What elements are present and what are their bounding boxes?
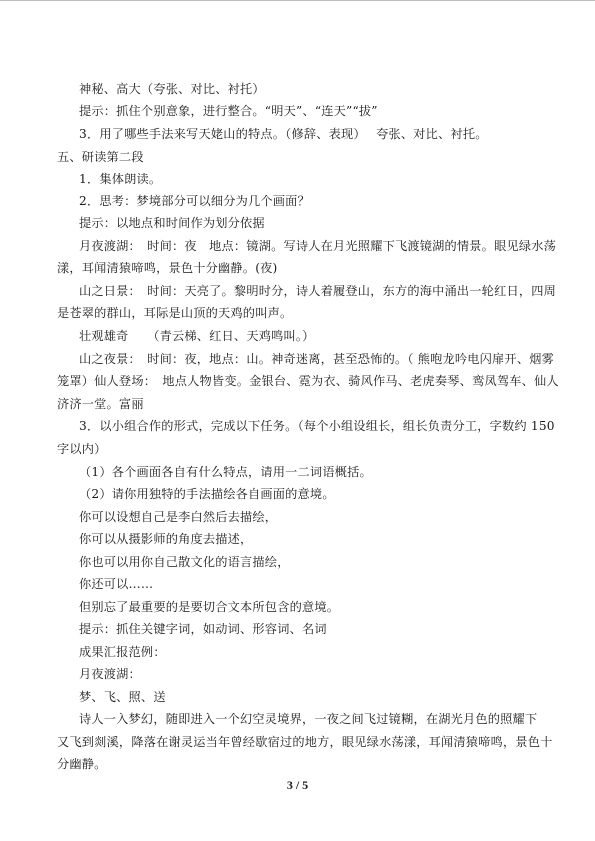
text-line: 山之日景： 时间：天亮了。黎明时分，诗人着履登山，东方的海中涌出一轮红日，四周 bbox=[79, 284, 557, 298]
text-line: 济济一堂。富丽 bbox=[57, 397, 144, 411]
text-line: 字以内） bbox=[57, 442, 107, 456]
text-line: 月夜渡湖： bbox=[79, 667, 141, 681]
text-line: （2）请你用独特的手法描绘各自画面的意境。 bbox=[79, 487, 335, 501]
section-heading: 五、研读第二段 bbox=[57, 150, 144, 164]
text-line: 漾，耳闻清猿啼鸣，景色十分幽静。(夜) bbox=[57, 261, 278, 275]
text-line: 提示：以地点和时间作为划分依据 bbox=[79, 216, 265, 230]
text-line: 但别忘了最重要的是要切合文本所包含的意境。 bbox=[79, 600, 340, 614]
text-line: 3．用了哪些手法来写天姥山的特点。（修辞、表现） 夸张、对比、衬托。 bbox=[79, 127, 488, 141]
text-line: 月夜渡湖： 时间：夜 地点：镜湖。写诗人在月光照耀下飞渡镜湖的情景。眼见绿水荡 bbox=[79, 239, 557, 253]
text-line: 你可以设想自己是李白然后去描绘， bbox=[79, 510, 278, 524]
text-line: 3．以小组合作的形式，完成以下任务。（每个小组设组长，组长负责分工，字数约 150 bbox=[79, 419, 555, 433]
text-line: 神秘、高大（夸张、对比、衬托） bbox=[79, 82, 265, 96]
text-line: 成果汇报范例： bbox=[79, 645, 166, 659]
text-line: 你还可以…… bbox=[79, 577, 154, 591]
text-line: 你可以从摄影师的角度去描述， bbox=[79, 532, 253, 546]
text-line: （1）各个画面各自有什么特点，请用一二词语概括。 bbox=[79, 465, 372, 479]
text-line: 2．思考：梦境部分可以细分为几个画面？ bbox=[79, 194, 310, 208]
text-line: 提示：抓住个别意象，进行整合。“明天”、“连天”“拔” bbox=[79, 104, 378, 118]
text-line: 笼罩）仙人登场： 地点人物皆变。金银台、霓为衣、骑风作马、老虎奏琴、鸾凤驾车、仙人 bbox=[57, 374, 559, 388]
text-line: 你也可以用你自己散文化的语言描绘， bbox=[79, 555, 290, 569]
text-line: 壮观雄奇 （青云梯、红日、天鸡鸣叫。） bbox=[79, 329, 315, 343]
text-line: 梦、飞、照、送 bbox=[79, 690, 166, 704]
text-line: 提示：抓住关键字词，如动词、形容词、名词 bbox=[79, 622, 327, 636]
text-line: 又飞到剡溪，降落在谢灵运当年曾经歇宿过的地方，眼见绿水荡漾，耳闻清猿啼鸣，景色十 bbox=[57, 735, 553, 749]
text-line: 1．集体朗读。 bbox=[79, 172, 162, 186]
text-line: 诗人一入梦幻，随即进入一个幻空灵境界，一夜之间飞过镜糊，在湖光月色的照耀下 bbox=[79, 712, 538, 726]
text-line: 分幽静。 bbox=[57, 757, 107, 771]
page-number: 3 / 5 bbox=[286, 778, 309, 792]
text-line: 是苍翠的群山，耳际是山顶的天鸡的叫声。 bbox=[57, 306, 293, 320]
text-line: 山之夜景： 时间：夜，地点：山。神奇迷离，甚至恐怖的。（ 熊咆龙吟电闪扉开、烟雾 bbox=[79, 352, 554, 366]
